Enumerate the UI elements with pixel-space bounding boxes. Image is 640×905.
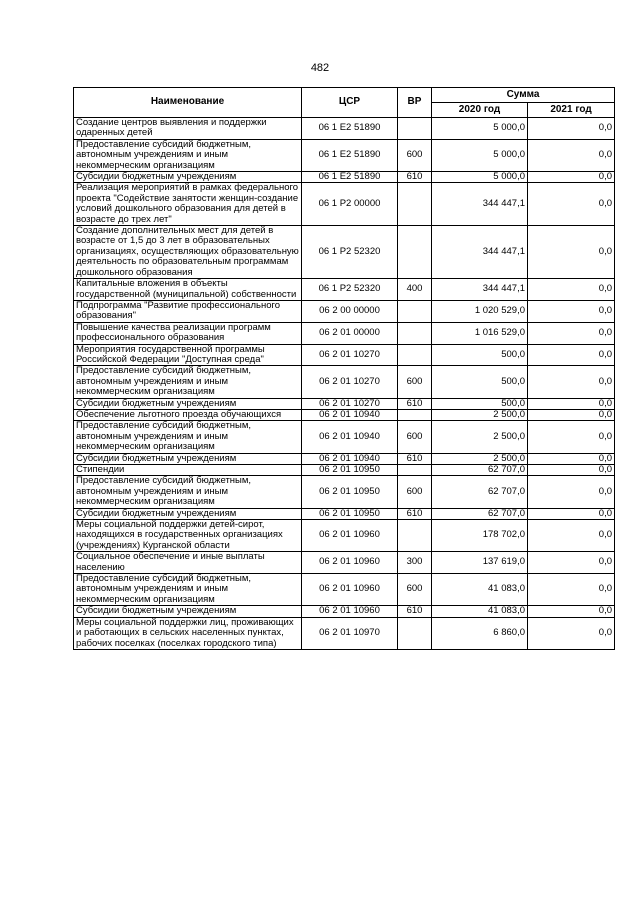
- cell-vr: [398, 226, 432, 279]
- cell-vr: 610: [398, 172, 432, 183]
- cell-2020: 62 707,0: [432, 465, 528, 476]
- cell-name: Реализация мероприятий в рамках федерального проекта "Содействие занятости женщин-создание условий дошкольного образования для детей в возрасте до трех лет": [74, 183, 302, 226]
- cell-2020: 62 707,0: [432, 508, 528, 519]
- cell-2021: 0,0: [528, 476, 615, 508]
- cell-csr: 06 1 E2 51890: [302, 118, 398, 140]
- cell-csr: 06 2 01 10960: [302, 552, 398, 574]
- cell-2021: 0,0: [528, 300, 615, 322]
- cell-2020: 2 500,0: [432, 421, 528, 453]
- cell-name: Предоставление субсидий бюджетным, автономным учреждениям и иным некоммерческим организациям: [74, 421, 302, 453]
- cell-2020: 500,0: [432, 366, 528, 398]
- header-vr: ВР: [398, 88, 432, 118]
- cell-2021: 0,0: [528, 552, 615, 574]
- cell-2021: 0,0: [528, 453, 615, 464]
- cell-vr: 400: [398, 279, 432, 301]
- cell-vr: [398, 617, 432, 649]
- cell-2020: 6 860,0: [432, 617, 528, 649]
- table-row: [74, 520, 615, 552]
- cell-vr: 600: [398, 421, 432, 453]
- cell-csr: 06 2 01 10950: [302, 465, 398, 476]
- cell-2020: 344 447,1: [432, 183, 528, 226]
- table-row: [74, 226, 615, 279]
- cell-csr: 06 2 01 10270: [302, 344, 398, 366]
- header-name: Наименование: [74, 88, 302, 118]
- cell-csr: 06 1 P2 52320: [302, 279, 398, 301]
- cell-2020: 500,0: [432, 344, 528, 366]
- cell-name: Стипендии: [74, 465, 302, 476]
- cell-name: Повышение качества реализации программ профессионального образования: [74, 322, 302, 344]
- cell-vr: [398, 322, 432, 344]
- cell-name: Создание центров выявления и поддержки одаренных детей: [74, 118, 302, 140]
- cell-vr: [398, 520, 432, 552]
- cell-2020: 178 702,0: [432, 520, 528, 552]
- table-row: [74, 476, 615, 508]
- header-2021: 2021 год: [528, 103, 615, 118]
- cell-2020: 5 000,0: [432, 172, 528, 183]
- table-row: [74, 118, 615, 140]
- cell-name: Предоставление субсидий бюджетным, автономным учреждениям и иным некоммерческим организациям: [74, 366, 302, 398]
- cell-name: Субсидии бюджетным учреждениям: [74, 398, 302, 409]
- table-row: [74, 172, 615, 183]
- cell-2020: 137 619,0: [432, 552, 528, 574]
- cell-name: Субсидии бюджетным учреждениям: [74, 172, 302, 183]
- cell-name: Предоставление субсидий бюджетным, автономным учреждениям и иным некоммерческим организациям: [74, 574, 302, 606]
- cell-vr: [398, 344, 432, 366]
- cell-2021: 0,0: [528, 574, 615, 606]
- cell-csr: 06 2 01 10270: [302, 398, 398, 409]
- table-row: [74, 465, 615, 476]
- table-row: [74, 344, 615, 366]
- cell-csr: 06 2 01 10950: [302, 476, 398, 508]
- cell-2020: 344 447,1: [432, 279, 528, 301]
- cell-vr: 610: [398, 398, 432, 409]
- cell-vr: [398, 465, 432, 476]
- page-number: 482: [310, 62, 330, 74]
- table-row: [74, 366, 615, 398]
- cell-name: Предоставление субсидий бюджетным, автономным учреждениям и иным некоммерческим организациям: [74, 139, 302, 171]
- cell-csr: 06 2 01 00000: [302, 322, 398, 344]
- cell-2021: 0,0: [528, 409, 615, 420]
- table-header: [74, 88, 615, 118]
- cell-vr: [398, 300, 432, 322]
- table-body: [74, 118, 615, 650]
- table-row: [74, 574, 615, 606]
- cell-name: Субсидии бюджетным учреждениям: [74, 606, 302, 617]
- table-row: [74, 322, 615, 344]
- cell-vr: 600: [398, 574, 432, 606]
- table-row: [74, 300, 615, 322]
- cell-name: Субсидии бюджетным учреждениям: [74, 453, 302, 464]
- cell-2021: 0,0: [528, 508, 615, 519]
- cell-2021: 0,0: [528, 139, 615, 171]
- cell-2021: 0,0: [528, 183, 615, 226]
- cell-csr: 06 1 P2 00000: [302, 183, 398, 226]
- table-row: [74, 617, 615, 649]
- cell-2021: 0,0: [528, 118, 615, 140]
- cell-2021: 0,0: [528, 617, 615, 649]
- cell-name: Подпрограмма "Развитие профессионального образования": [74, 300, 302, 322]
- table-row: [74, 508, 615, 519]
- cell-vr: 600: [398, 476, 432, 508]
- cell-2020: 5 000,0: [432, 139, 528, 171]
- cell-2021: 0,0: [528, 421, 615, 453]
- cell-2021: 0,0: [528, 322, 615, 344]
- table-row: [74, 421, 615, 453]
- cell-2020: 2 500,0: [432, 453, 528, 464]
- cell-2021: 0,0: [528, 520, 615, 552]
- cell-vr: 610: [398, 453, 432, 464]
- cell-2021: 0,0: [528, 226, 615, 279]
- header-2020: 2020 год: [432, 103, 528, 118]
- cell-csr: 06 2 01 10940: [302, 453, 398, 464]
- cell-csr: 06 2 01 10940: [302, 421, 398, 453]
- cell-name: Обеспечение льготного проезда обучающихся: [74, 409, 302, 420]
- cell-csr: 06 2 01 10970: [302, 617, 398, 649]
- cell-2020: 41 083,0: [432, 606, 528, 617]
- cell-2021: 0,0: [528, 465, 615, 476]
- cell-name: Субсидии бюджетным учреждениям: [74, 508, 302, 519]
- budget-table: [73, 87, 615, 650]
- cell-csr: 06 1 P2 52320: [302, 226, 398, 279]
- cell-2020: 500,0: [432, 398, 528, 409]
- cell-name: Меры социальной поддержки детей-сирот, находящихся в государственных организациях (учреждениях) Курганской области: [74, 520, 302, 552]
- cell-2020: 2 500,0: [432, 409, 528, 420]
- cell-name: Мероприятия государственной программы Российской Федерации "Доступная среда": [74, 344, 302, 366]
- cell-2020: 62 707,0: [432, 476, 528, 508]
- table-row: [74, 398, 615, 409]
- cell-csr: 06 2 01 10960: [302, 606, 398, 617]
- cell-csr: 06 2 01 10960: [302, 520, 398, 552]
- table-row: [74, 139, 615, 171]
- cell-vr: [398, 118, 432, 140]
- cell-2020: 41 083,0: [432, 574, 528, 606]
- cell-name: Социальное обеспечение и иные выплаты населению: [74, 552, 302, 574]
- header-sum: Сумма: [432, 88, 615, 103]
- cell-csr: 06 1 E2 51890: [302, 139, 398, 171]
- cell-vr: [398, 183, 432, 226]
- cell-csr: 06 1 E2 51890: [302, 172, 398, 183]
- table-row: [74, 453, 615, 464]
- table-row: [74, 606, 615, 617]
- header-csr: ЦСР: [302, 88, 398, 118]
- cell-csr: 06 2 01 10960: [302, 574, 398, 606]
- cell-2021: 0,0: [528, 279, 615, 301]
- cell-csr: 06 2 01 10940: [302, 409, 398, 420]
- cell-vr: 300: [398, 552, 432, 574]
- cell-vr: 610: [398, 508, 432, 519]
- cell-2021: 0,0: [528, 344, 615, 366]
- cell-name: Предоставление субсидий бюджетным, автономным учреждениям и иным некоммерческим организациям: [74, 476, 302, 508]
- cell-csr: 06 2 01 10950: [302, 508, 398, 519]
- cell-2021: 0,0: [528, 366, 615, 398]
- cell-vr: 600: [398, 139, 432, 171]
- cell-vr: [398, 409, 432, 420]
- cell-2020: 1 020 529,0: [432, 300, 528, 322]
- cell-name: Капитальные вложения в объекты государственной (муниципальной) собственности: [74, 279, 302, 301]
- cell-csr: 06 2 01 10270: [302, 366, 398, 398]
- cell-2021: 0,0: [528, 606, 615, 617]
- cell-2020: 1 016 529,0: [432, 322, 528, 344]
- table-row: [74, 183, 615, 226]
- cell-2021: 0,0: [528, 172, 615, 183]
- table-row: [74, 409, 615, 420]
- cell-name: Меры социальной поддержки лиц, проживающих и работающих в сельских населенных пунктах, рабочих поселках (поселках городского типа): [74, 617, 302, 649]
- table-row: [74, 279, 615, 301]
- cell-vr: 600: [398, 366, 432, 398]
- cell-csr: 06 2 00 00000: [302, 300, 398, 322]
- cell-name: Создание дополнительных мест для детей в возрасте от 1,5 до 3 лет в образовательных организациях, осуществляющих образовательную деятельность по образовательным программам дошкольного образования: [74, 226, 302, 279]
- cell-vr: 610: [398, 606, 432, 617]
- cell-2020: 344 447,1: [432, 226, 528, 279]
- table-row: [74, 552, 615, 574]
- cell-2020: 5 000,0: [432, 118, 528, 140]
- cell-2021: 0,0: [528, 398, 615, 409]
